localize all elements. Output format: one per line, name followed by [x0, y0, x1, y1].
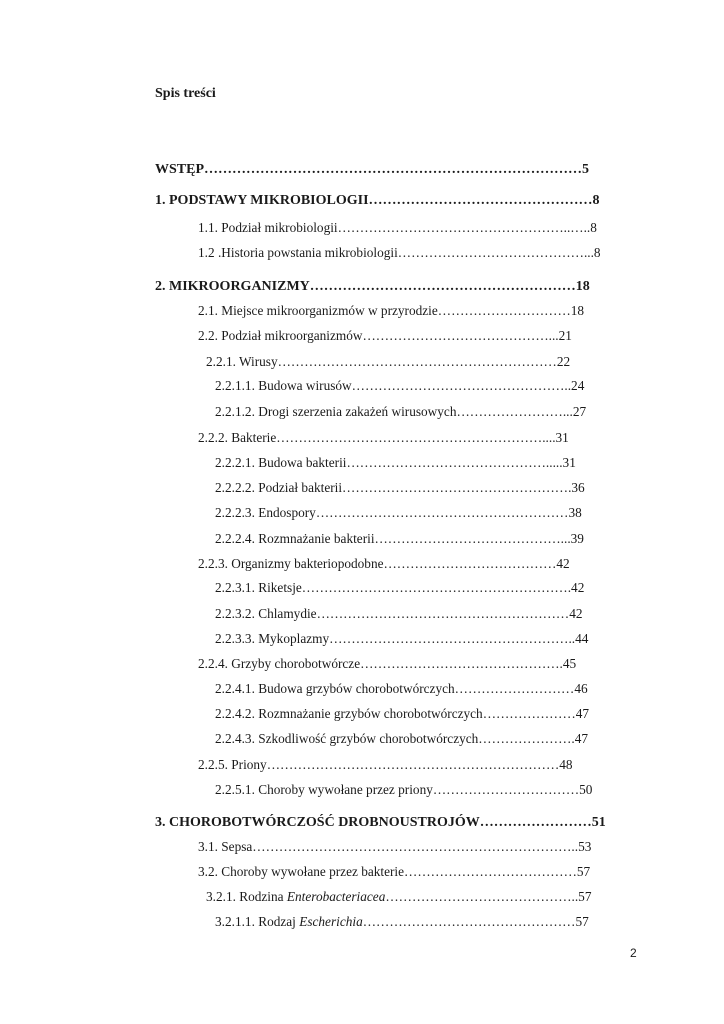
- toc-entry: [215, 455, 724, 471]
- toc-entry-text: 1.1. Podział mikrobiologii……………………………………………..…..8: [198, 220, 597, 235]
- toc-entry: [215, 404, 724, 420]
- toc-entry: [198, 328, 724, 344]
- toc-entry: [215, 631, 724, 647]
- toc-entry-text: 1.2 .Historia powstania mikrobiologii……………………………………...8: [198, 245, 601, 260]
- toc-entry-text: 2.2.1.1. Budowa wirusów…………………………………………..24: [215, 378, 585, 393]
- toc-entry-text: 2.2.5. Priony…………………………………………………………48: [198, 757, 573, 772]
- toc-entry-text: 2.2.2.4. Rozmnażanie bakterii……………………………………...39: [215, 531, 584, 546]
- toc-chapter-entry: [155, 193, 724, 209]
- toc-entry: [198, 656, 724, 672]
- toc-entry: [198, 757, 724, 773]
- toc-entry: [215, 580, 724, 596]
- toc-entry-text: 2.2.2. Bakterie……………………………………………………....31: [198, 430, 569, 445]
- toc-entry-text: WSTĘP………………………………………………………………………5: [155, 162, 590, 177]
- toc-entry: [198, 245, 724, 261]
- toc-entry: [206, 354, 724, 370]
- toc-entry-text: 2.2.3.2. Chlamydie…………………………………………………42: [215, 606, 583, 621]
- toc-entry: [198, 864, 724, 880]
- toc-entry: [215, 606, 724, 622]
- toc-entry-text: 2. MIKROORGANIZMY…………………………………………………18: [155, 279, 590, 294]
- toc-entry-text: 3.2.1.1. Rodzaj: [215, 914, 300, 929]
- toc-entry-text: 2.2.4. Grzyby chorobotwórcze……………………………………….45: [198, 656, 577, 671]
- toc-chapter-entry: [155, 815, 724, 831]
- toc-entry: [198, 430, 724, 446]
- toc-entry-text: 2.2.1.2. Drogi szerzenia zakażeń wirusowych……………………...27: [215, 404, 587, 419]
- toc-entry-text: 2.2.4.3. Szkodliwość grzybów chorobotwórczych………………….47: [215, 731, 588, 746]
- toc-entry-italic: Escherichia: [299, 914, 363, 929]
- toc-entry-text: 3.2. Choroby wywołane przez bakterie…………………………………57: [198, 864, 591, 879]
- toc-entry-text: 1. PODSTAWY MIKROBIOLOGII…………………………………………8: [155, 193, 600, 208]
- toc-entry: [206, 889, 724, 905]
- toc-entry-text: 2.2. Podział mikroorganizmów……………………………………...21: [198, 328, 572, 343]
- toc-entry: [215, 731, 724, 747]
- toc-chapter-entry: [155, 162, 724, 178]
- toc-entry-tail: …………………………………………57: [362, 914, 589, 929]
- toc-entry: [198, 839, 724, 855]
- toc-entry-text: 2.2.3.1. Riketsje…………………………………………………….42: [215, 580, 585, 595]
- toc-entry-text: 2.2.2.2. Podział bakterii…………………………………………….36: [215, 480, 585, 495]
- toc-entry: [198, 303, 724, 319]
- toc-entry-text: 2.2.5.1. Choroby wywołane przez priony……………………………50: [215, 782, 593, 797]
- toc-entry: [215, 531, 724, 547]
- toc-entry-text: 2.2.4.2. Rozmnażanie grzybów chorobotwórczych…………………47: [215, 706, 590, 721]
- toc-entry: [215, 505, 724, 521]
- toc-entry: [215, 480, 724, 496]
- toc-entry-text: 2.2.1. Wirusy………………………………………………………22: [206, 354, 571, 369]
- toc-entry: [215, 681, 724, 697]
- toc-entry-text: 3. CHOROBOTWÓRCZOŚĆ DROBNOUSTROJÓW……………………51: [155, 815, 606, 830]
- toc-entry: [215, 914, 724, 930]
- toc-entry: [215, 378, 724, 394]
- toc-entry-text: 2.2.3. Organizmy bakteriopodobne…………………………………42: [198, 556, 570, 571]
- toc-entry-text: 3.1. Sepsa………………………………………………………………..53: [198, 839, 592, 854]
- page-number: 2: [630, 946, 637, 960]
- toc-entry-text: 3.2.1. Rodzina: [206, 889, 287, 904]
- toc-entry: [215, 706, 724, 722]
- toc-entry-text: 2.2.4.1. Budowa grzybów chorobotwórczych………………………46: [215, 681, 588, 696]
- toc-entry-text: 2.1. Miejsce mikroorganizmów w przyrodzie…………………………18: [198, 303, 585, 318]
- toc-entry-text: 2.2.2.3. Endospory…………………………………………………38: [215, 505, 582, 520]
- toc-entry-text: 2.2.2.1. Budowa bakterii……………………………………….....31: [215, 455, 576, 470]
- toc-entry-tail: ……………………………………..57: [385, 889, 592, 904]
- toc-entry: [215, 782, 724, 798]
- toc-entry-italic: Enterobacteriacea: [286, 889, 386, 904]
- toc-chapter-entry: [155, 279, 724, 295]
- toc-entry: [198, 556, 724, 572]
- toc-entry: [198, 220, 724, 236]
- toc-entry-text: 2.2.3.3. Mykoplazmy………………………………………………..44: [215, 631, 589, 646]
- toc-heading: Spis treści: [155, 86, 216, 101]
